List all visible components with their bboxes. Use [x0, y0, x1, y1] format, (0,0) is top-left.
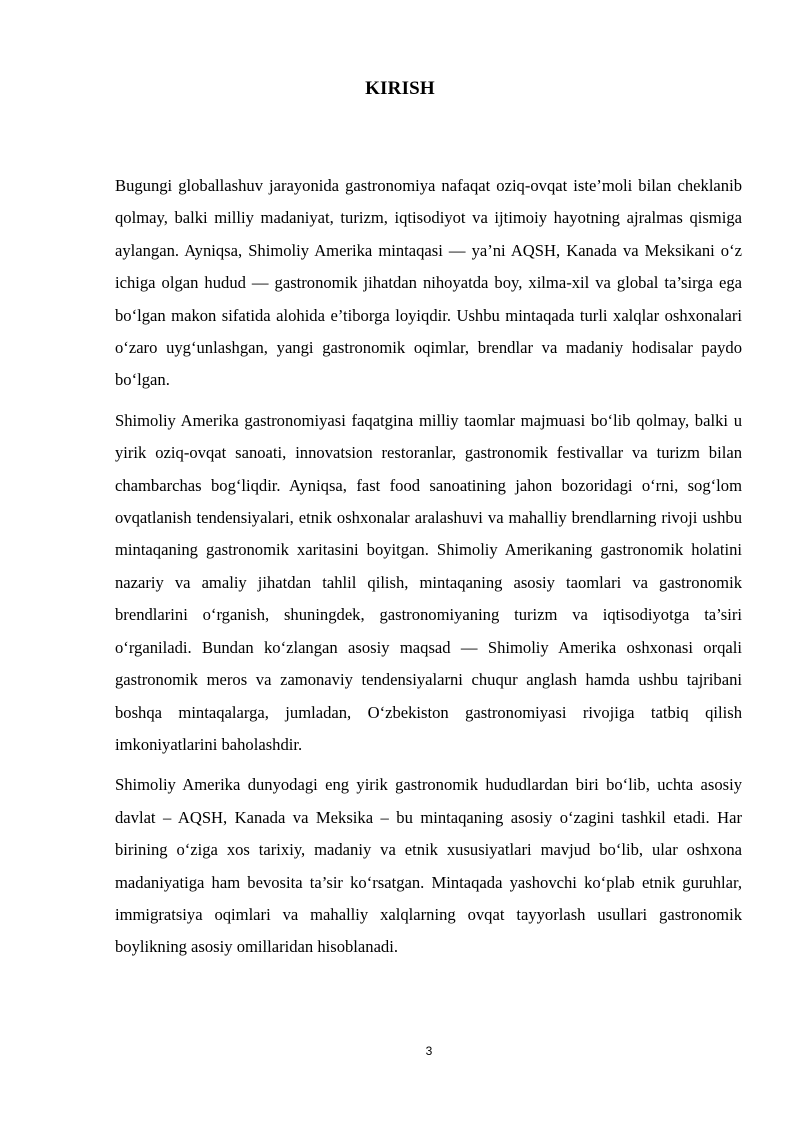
page-title: KIRISH: [365, 78, 435, 99]
paragraph-1: Bugungi globallashuv jarayonida gastronomiya nafaqat oziq-ovqat iste’moli bilan cheklanib qolmay, balki milliy madaniyat, turizm, iqtisodiyot va ijtimoiy hayotning ajralmas qismiga aylangan. Ayniqsa, Shimoliy Amerika mintaqasi — ya’ni AQSH, Kanada va Meksikani o‘z ichiga olgan hudud — gastronomik jihatdan nihoyatda boy, xilma-xil va global ta’sirga ega bo‘lgan makon sifatida alohida e’tiborga loyiqdir. Ushbu mintaqada turli xalqlar oshxonalari o‘zaro uyg‘unlashgan, yangi gastronomik oqimlar, brendlar va madaniy hodisalar paydo bo‘lgan.: [115, 176, 742, 390]
body-text: [115, 170, 742, 972]
page-number: 3: [425, 1044, 433, 1058]
paragraph-2: Shimoliy Amerika gastronomiyasi faqatgina milliy taomlar majmuasi bo‘lib qolmay, balki u yirik oziq-ovqat sanoati, innovatsion restoranlar, gastronomik festivallar va turizm bilan chambarchas bog‘liqdir. Ayniqsa, fast food sanoatining jahon bozoridagi o‘rni, sog‘lom ovqatlanish tendensiyalari, etnik oshxonalar aralashuvi va mahalliy brendlarning rivoji ushbu mintaqaning gastronomik xaritasini boyitgan. Shimoliy Amerikaning gastronomik holatini nazariy va amaliy jihatdan tahlil qilish, mintaqaning asosiy taomlari va gastronomik brendlarini o‘rganish, shuningdek, gastronomiyaning turizm va iqtisodiyotga ta’siri o‘rganiladi. Bundan ko‘zlangan asosiy maqsad — Shimoliy Amerika oshxonasi orqali gastronomik meros va zamonaviy tendensiyalarni chuqur anglash hamda ushbu tajribani boshqa mintaqalarga, jumladan, O‘zbekiston gastronomiyasi rivojiga tatbiq qilish imkoniyatlarini baholashdir.: [115, 410, 742, 754]
paragraph-3: Shimoliy Amerika dunyodagi eng yirik gastronomik hududlardan biri bo‘lib, uchta asosiy davlat – AQSH, Kanada va Meksika – bu mintaqaning asosiy o‘zagini tashkil etadi. Har birining o‘ziga xos tarixiy, madaniy va etnik xususiyatlari mavjud bo‘lib, ular oshxona madaniyatiga ham bevosita ta’sir ko‘rsatgan. Mintaqada yashovchi ko‘plab etnik guruhlar, immigratsiya oqimlari va mahalliy xalqlarning ovqat tayyorlash usullari gastronomik boylikning asosiy omillaridan hisoblanadi.: [115, 775, 742, 957]
